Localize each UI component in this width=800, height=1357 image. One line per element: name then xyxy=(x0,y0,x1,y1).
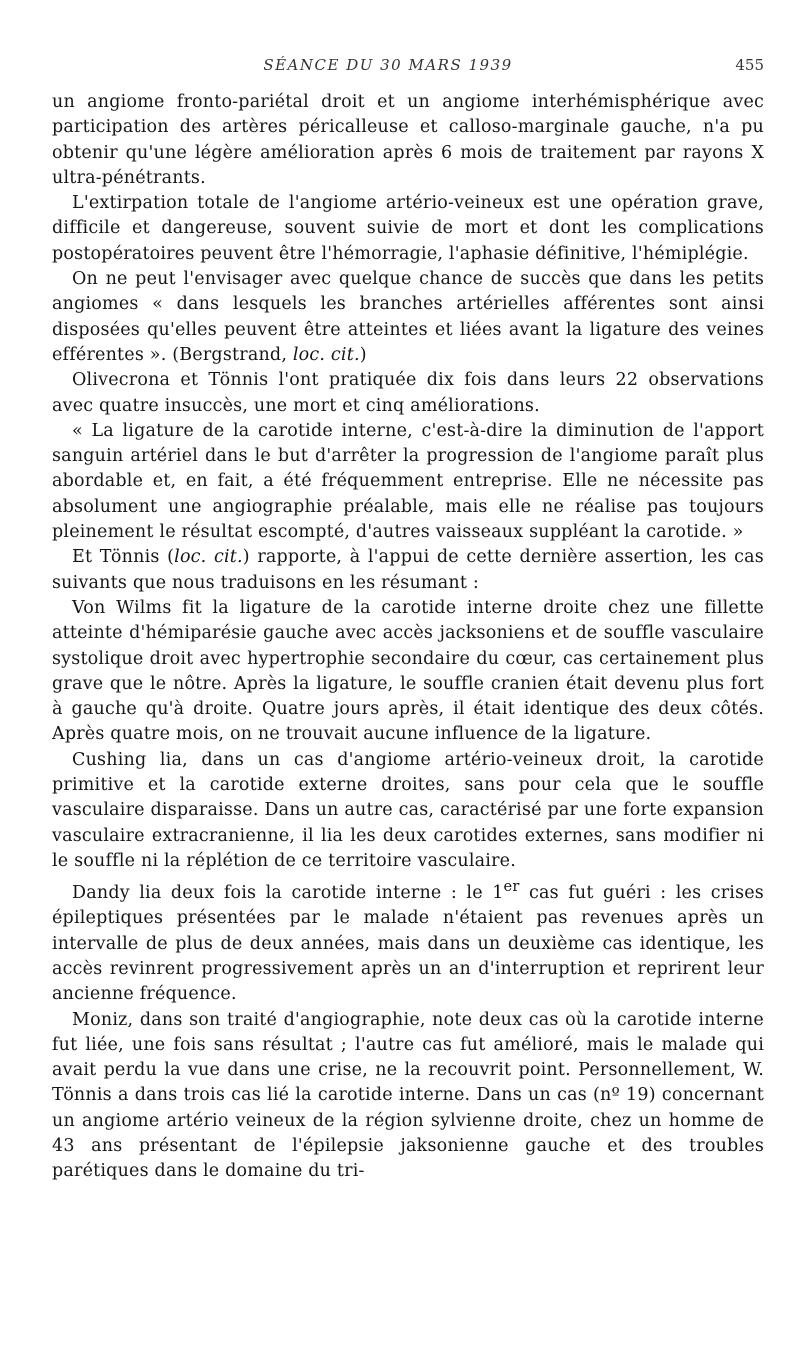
paragraph-6: Et Tönnis (loc. cit.) rapporte, à l'appui de cette dernière assertion, les cas suivants que nous traduisons en les résumant : xyxy=(52,547,764,593)
citation-loc-cit: loc. cit. xyxy=(174,547,243,568)
page-header xyxy=(52,0,764,74)
running-head: SÉANCE DU 30 MARS 1939 xyxy=(263,56,513,74)
paragraph-5: « La ligature de la carotide interne, c'est-à-dire la diminution de l'apport sanguin artériel dans le but d'arrêter la progression de l'angiome paraît plus abordable et, en fait, a été fréquemment entreprise. Elle ne nécessite pas absolument une angiographie préalable, mais elle ne réalise pas toujours pleinement le résultat escompté, d'autres vaisseaux suppléant la carotide. » xyxy=(52,420,764,543)
citation-loc-cit: loc. cit. xyxy=(292,344,360,365)
paragraph-4: Olivecrona et Tönnis l'ont pratiquée dix fois dans leurs 22 observations avec quatre insuccès, une mort et cinq améliorations. xyxy=(52,370,764,416)
paragraph-3: On ne peut l'envisager avec quelque chance de succès que dans les petits angiomes « dans lesquels les branches artérielles afférentes sont ainsi disposées qu'elles peuvent être atteintes et liées avant la ligature des veines efférentes ». (Bergstrand, loc. cit.) xyxy=(52,269,764,365)
paragraph-7: Von Wilms fit la ligature de la carotide interne droite chez une fillette atteinte d'hémiparésie gauche avec accès jacksoniens et de souffle vasculaire systolique droit avec hypertrophie secondaire du cœur, cas certainement plus grave que le nôtre. Après la ligature, le souffle cranien était devenu plus fort à gauche qu'à droite. Quatre jours après, il était identique des deux côtés. Après quatre mois, on ne trouvait aucune influence de la ligature. xyxy=(52,597,764,745)
paragraph-10: Moniz, dans son traité d'angiographie, note deux cas où la carotide interne fut liée, une fois sans résultat ; l'autre cas fut amélioré, mais le malade qui avait perdu la vue dans une crise, ne la recouvrit point. Personnellement, W. Tönnis a dans trois cas lié la carotide interne. Dans un cas (nº 19) concernant un angiome artério veineux de la région sylvienne droite, chez un homme de 43 ans présentant de l'épilepsie jaksonienne gauche et des troubles parétiques dans le domaine du tri- xyxy=(52,1009,764,1182)
paragraph-2: L'extirpation totale de l'angiome artério-veineux est une opération grave, difficile et dangereuse, souvent suivie de mort et dont les complications postopératoires peuvent être l'hémorragie, l'aphasie définitive, l'hémiplégie. xyxy=(52,193,764,264)
body-text xyxy=(52,90,764,1185)
paragraph-1: un angiome fronto-pariétal droit et un angiome interhémisphérique avec participation des artères péricalleuse et calloso-marginale gauche, n'a pu obtenir qu'une légère amélioration après 6 mois de traitement par rayons X ultra-pénétrants. xyxy=(52,92,764,188)
paragraph-9: Dandy lia deux fois la carotide interne : le 1er cas fut guéri : les crises épileptiques présentées par le malade n'étaient pas revenues après un intervalle de plus de deux années, mais dans un deuxième cas identique, les accès revinrent progressivement après un an d'interruption et reprirent leur ancienne fréquence. xyxy=(52,878,764,1005)
paragraph-8: Cushing lia, dans un cas d'angiome artério-veineux droit, la carotide primitive et la carotide externe droites, sans pour cela que le souffle vasculaire disparaisse. Dans un autre cas, caractérisé par une forte expansion vasculaire extracranienne, il lia les deux carotides externes, sans modifier ni le souffle ni la réplétion de ce territoire vasculaire. xyxy=(52,749,764,871)
superscript-er: er xyxy=(503,878,520,896)
page-number: 455 xyxy=(735,56,764,74)
